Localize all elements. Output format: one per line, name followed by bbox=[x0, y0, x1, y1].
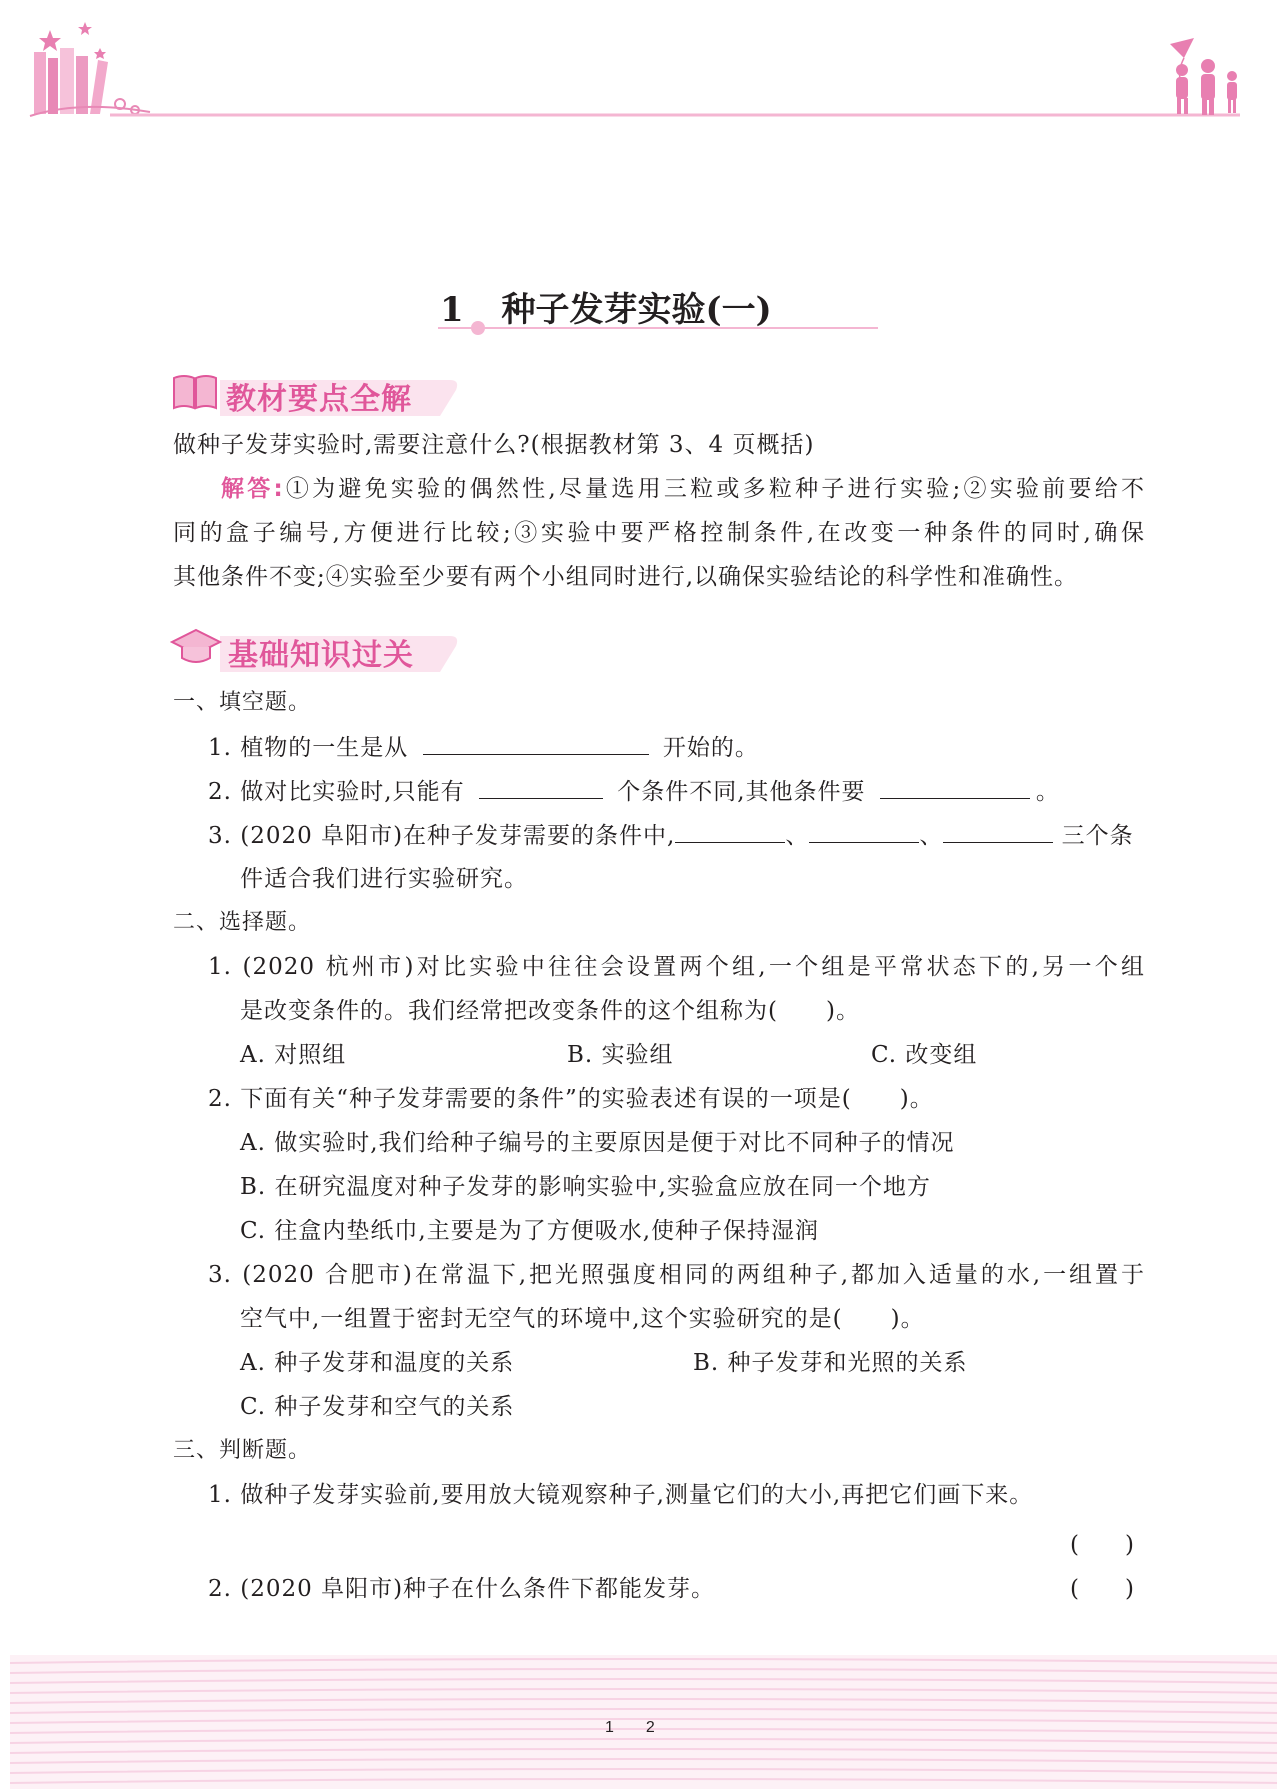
choice-q1-option-b[interactable]: B. 实验组 bbox=[567, 1042, 674, 1068]
page-number: 1 2 bbox=[605, 1719, 655, 1736]
choice-q3-line2: 空气中,一组置于密封无空气的环境中,这个实验研究的是( )。 bbox=[240, 1306, 925, 1332]
choice-q3-option-c[interactable]: C. 种子发芽和空气的关系 bbox=[240, 1394, 515, 1420]
choice-q2-option-c[interactable]: C. 往盒内垫纸巾,主要是为了方便吸水,使种子保持湿润 bbox=[240, 1218, 820, 1244]
answer-blank[interactable] bbox=[943, 820, 1053, 843]
fill-q2: 2. 做对比实验时,只能有 个条件不同,其他条件要 。 bbox=[208, 776, 1060, 807]
answer-blank[interactable] bbox=[423, 732, 649, 755]
header-decoration bbox=[0, 0, 1287, 140]
fill-q3-cont: 件适合我们进行实验研究。 bbox=[240, 866, 528, 892]
section2-title: 基础知识过关 bbox=[228, 638, 414, 673]
fill-q3: 3. (2020 阜阳市)在种子发芽需要的条件中, 、 、 三个条 bbox=[208, 820, 1134, 851]
answer-line-3: 其他条件不变;④实验至少要有两个小组同时进行,以确保实验结论的科学性和准确性。 bbox=[173, 564, 1079, 590]
answer-blank[interactable] bbox=[880, 776, 1030, 799]
graduation-cap-icon bbox=[170, 626, 222, 670]
fill-heading: 一、填空题。 bbox=[173, 690, 312, 715]
answer-line-1: 解答:①为避免实验的偶然性,尽量选用三粒或多粒种子进行实验;②实验前要给不 bbox=[221, 476, 1145, 502]
choice-heading: 二、选择题。 bbox=[173, 910, 312, 935]
answer-line-2: 同的盒子编号,方便进行比较;③实验中要严格控制条件,在改变一种条件的同时,确保 bbox=[173, 520, 1145, 546]
judge-q1-answer-box[interactable]: ( ) bbox=[1070, 1532, 1134, 1558]
answer-blank[interactable] bbox=[809, 820, 919, 843]
answer-blank[interactable] bbox=[675, 820, 785, 843]
lesson-number: 1 bbox=[440, 290, 464, 330]
answer-blank[interactable] bbox=[479, 776, 603, 799]
choice-q3-option-a[interactable]: A. 种子发芽和温度的关系 bbox=[240, 1350, 515, 1376]
books-icon bbox=[30, 48, 150, 116]
answer-label: 解答: bbox=[221, 476, 284, 502]
choice-q1-option-a[interactable]: A. 对照组 bbox=[240, 1042, 347, 1068]
book-icon bbox=[172, 372, 218, 412]
choice-q1-line2: 是改变条件的。我们经常把改变条件的这个组称为( )。 bbox=[240, 998, 860, 1024]
judge-q1: 1. 做种子发芽实验前,要用放大镜观察种子,测量它们的大小,再把它们画下来。 bbox=[208, 1482, 1034, 1508]
choice-q1-line1: 1. (2020 杭州市)对比实验中往往会设置两个组,一个组是平常状态下的,另一个组 bbox=[208, 954, 1145, 980]
choice-q3-line1: 3. (2020 合肥市)在常温下,把光照强度相同的两组种子,都加入适量的水,一组置于 bbox=[208, 1262, 1145, 1288]
title-underline bbox=[438, 318, 888, 338]
lesson-title-text: 种子发芽实验(一) bbox=[501, 290, 772, 330]
fill-q1: 1. 植物的一生是从 开始的。 bbox=[208, 732, 759, 763]
children-kite-icon bbox=[1170, 38, 1237, 115]
choice-q2-option-b[interactable]: B. 在研究温度对种子发芽的影响实验中,实验盒应放在同一个地方 bbox=[240, 1174, 931, 1200]
section1-question: 做种子发芽实验时,需要注意什么?(根据教材第 3、4 页概括) bbox=[173, 432, 815, 458]
judge-q2: 2. (2020 阜阳市)种子在什么条件下都能发芽。 bbox=[208, 1576, 716, 1602]
judge-heading: 三、判断题。 bbox=[173, 1438, 312, 1463]
section1-title: 教材要点全解 bbox=[226, 382, 412, 417]
choice-q2-line1: 2. 下面有关“种子发芽需要的条件”的实验表述有误的一项是( )。 bbox=[208, 1086, 934, 1112]
choice-q1-option-c[interactable]: C. 改变组 bbox=[871, 1042, 978, 1068]
choice-q3-option-b[interactable]: B. 种子发芽和光照的关系 bbox=[693, 1350, 968, 1376]
judge-q2-answer-box[interactable]: ( ) bbox=[1070, 1576, 1134, 1602]
choice-q2-option-a[interactable]: A. 做实验时,我们给种子编号的主要原因是便于对比不同种子的情况 bbox=[240, 1130, 955, 1156]
